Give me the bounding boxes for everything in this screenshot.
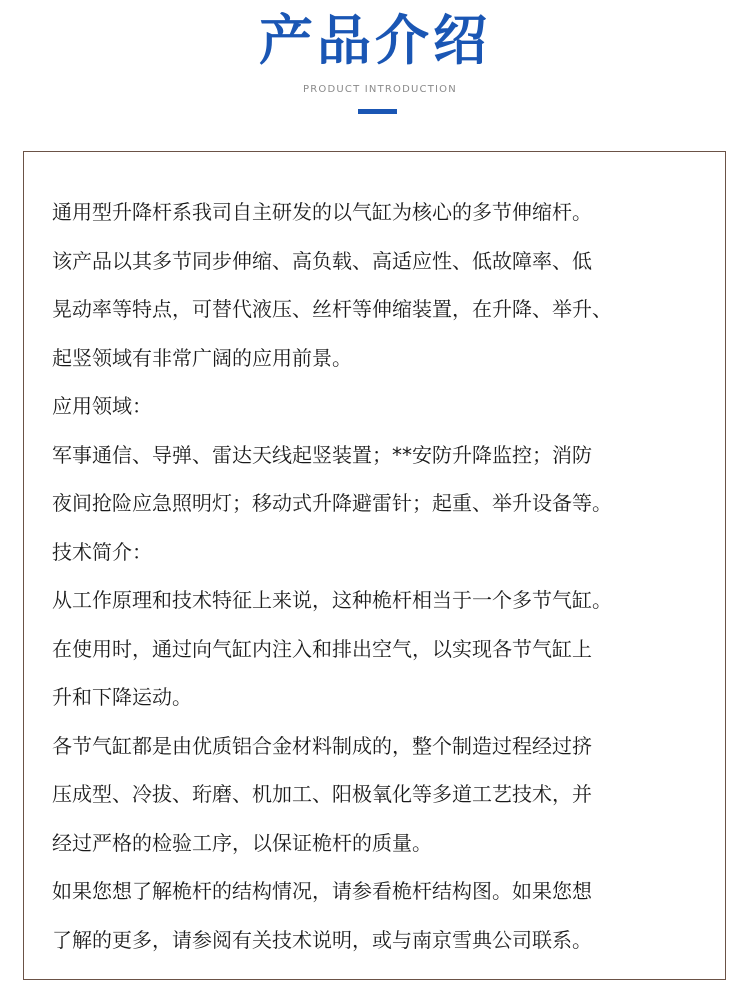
title-underline (358, 109, 397, 114)
text-line: 晃动率等特点，可替代液压、丝杆等伸缩装置，在升降、举升、 (52, 297, 612, 321)
text-line: 夜间抢险应急照明灯；移动式升降避雷针；起重、举升设备等。 (52, 491, 612, 515)
text-line: 该产品以其多节同步伸缩、高负载、高适应性、低故障率、低 (52, 248, 592, 273)
intro-text (52, 188, 722, 964)
text-line: 各节气缸都是由优质铝合金材料制成的，整个制造过程经过挤 (52, 733, 592, 758)
page-title: 产品介绍 (259, 9, 491, 72)
text-line: 压成型、冷拔、珩磨、机加工、阳极氧化等多道工艺技术，并 (52, 782, 592, 806)
text-line: 军事通信、导弹、雷达天线起竖装置；**安防升降监控；消防 (52, 442, 592, 467)
section-header (0, 0, 750, 120)
text-line: 如果您想了解桅杆的结构情况，请参看桅杆结构图。如果您想 (52, 879, 592, 903)
text-line: 升和下降运动。 (52, 685, 192, 709)
text-line: 通用型升降杆系我司自主研发的以气缸为核心的多节伸缩杆。 (52, 200, 592, 224)
text-line: 了解的更多，请参阅有关技术说明，或与南京雪典公司联系。 (52, 927, 592, 952)
text-line: 在使用时，通过向气缸内注入和排出空气，以实现各节气缸上 (52, 636, 592, 661)
section-heading-application: 应用领域： (52, 394, 152, 418)
section-heading-technology: 技术简介： (52, 539, 152, 564)
page-subtitle: PRODUCT INTRODUCTION (303, 84, 457, 95)
text-line: 经过严格的检验工序，以保证桅杆的质量。 (52, 830, 432, 855)
text-line: 起竖领域有非常广阔的应用前景。 (52, 345, 352, 370)
text-line: 从工作原理和技术特征上来说，这种桅杆相当于一个多节气缸。 (52, 588, 612, 612)
